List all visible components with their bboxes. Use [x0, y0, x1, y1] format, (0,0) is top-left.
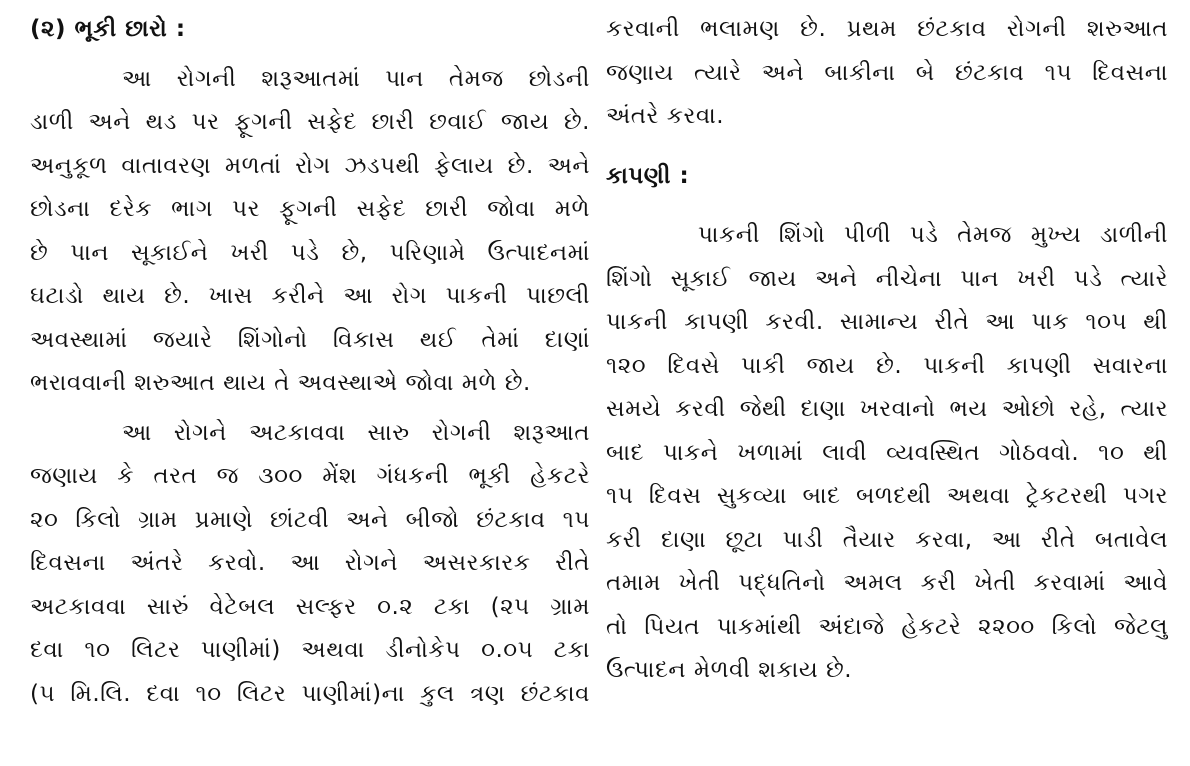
text-line: છે પાન સૂકાઈને ખરી પડે છે, પરિણામે ઉત્પાદનમાં	[30, 239, 590, 266]
text-line: તમામ ખેતી પદ્ધતિનો અમલ કરી ખેતી કરવામાં આવે	[606, 570, 1168, 596]
text-line: અનુકૂળ વાતાવરણ મળતાં રોગ ઝડપથી ફેલાય છે. અને	[30, 152, 590, 179]
text-line: અટકાવવા સારું વેટેબલ સલ્ફર ૦.૨ ટકા (૨૫ ગ્રામ	[30, 593, 590, 620]
paragraph-symptoms	[30, 58, 590, 406]
text-line: તો પિયત પાકમાંથી અંદાજે હેકટરે ૨૨૦૦ કિલો જેટલુ	[606, 613, 1168, 640]
text-line: (૫ મિ.લિ. દવા ૧૦ લિટર પાણીમાં)ના કુલ ત્રણ છંટકાવ	[30, 680, 590, 707]
text-line: આ રોગને અટકાવવા સારુ રોગની શરૂઆત	[122, 419, 590, 446]
left-column	[30, 8, 590, 716]
text-line: ૨૦ કિલો ગ્રામ પ્રમાણે છાંટવી અને બીજો છંટકાવ ૧૫	[30, 506, 590, 533]
section-heading-powdery-mildew: (૨) ભૂકી છારો :	[30, 16, 186, 42]
paragraph-control-continued	[606, 8, 1168, 139]
text-line: દવા ૧૦ લિટર પાણીમાં) અથવા ડીનોકેપ ૦.૦૫ ટકા	[30, 637, 590, 663]
text-line: પાકની શિંગો પીળી પડે તેમજ મુખ્ય ડાળીની	[698, 222, 1168, 248]
text-line: આ રોગની શરૂઆતમાં પાન તેમજ છોડની	[122, 65, 590, 92]
text-line: દિવસના અંતરે કરવો. આ રોગને અસરકારક રીતે	[30, 550, 590, 576]
text-line: ઘટાડો થાય છે. ખાસ કરીને આ રોગ પાકની પાછલી	[30, 283, 590, 309]
text-line: અવસ્થામાં જયારે શિંગોનો વિકાસ થઈ તેમાં દાણાં	[30, 326, 590, 353]
text-line: સમયે કરવી જેથી દાણા ખરવાનો ભય ઓછો રહે, ત્યાર	[606, 396, 1168, 422]
text-line: પાકની કાપણી કરવી. સામાન્ય રીતે આ પાક ૧૦૫ થી	[606, 309, 1168, 335]
text-line: ૧૨૦ દિવસે પાકી જાય છે. પાકની કાપણી સવારના	[606, 352, 1168, 379]
text-line: ૧૫ દિવસ સુકવ્યા બાદ બળદથી અથવા ટ્રેકટરથી પગર	[606, 483, 1168, 509]
text-line: કરવાની ભલામણ છે. પ્રથમ છંટકાવ રોગની શરુઆત	[606, 16, 1168, 42]
paragraph-harvesting	[606, 214, 1168, 693]
text-line: જણાય ત્યારે અને બાકીના બે છંટકાવ ૧૫ દિવસના	[606, 59, 1168, 86]
right-column	[606, 8, 1168, 693]
paragraph-control	[30, 412, 590, 717]
text-line: ઉત્પાદન મેળવી શકાય છે.	[606, 657, 853, 683]
text-line: અંતરે કરવા.	[606, 103, 725, 129]
text-line: ડાળી અને થડ પર ફૂગની સફેદ છારી છવાઈ જાય છે.	[30, 109, 590, 135]
text-line: જણાય કે તરત જ ૩૦૦ મેંશ ગંધકની ભૂકી હેકટરે	[30, 463, 590, 489]
text-line: છોડના દરેક ભાગ પર ફૂગની સફેદ છારી જોવા મળે	[30, 196, 590, 222]
text-line: શિંગો સૂકાઈ જાય અને નીચેના પાન ખરી પડે ત્યારે	[606, 265, 1168, 292]
section-heading-harvesting: કાપણી :	[606, 162, 690, 189]
text-line: કરી દાણા છૂટા પાડી તૈયાર કરવા, આ રીતે બતાવેલ	[606, 526, 1168, 553]
text-line: બાદ પાકને ખળામાં લાવી વ્યવસ્થિત ગોઠવવો. ૧૦ થી	[606, 439, 1168, 466]
text-line: ભરાવવાની શરુઆત થાય તે અવસ્થાએ જોવા મળે છે.	[30, 370, 531, 396]
